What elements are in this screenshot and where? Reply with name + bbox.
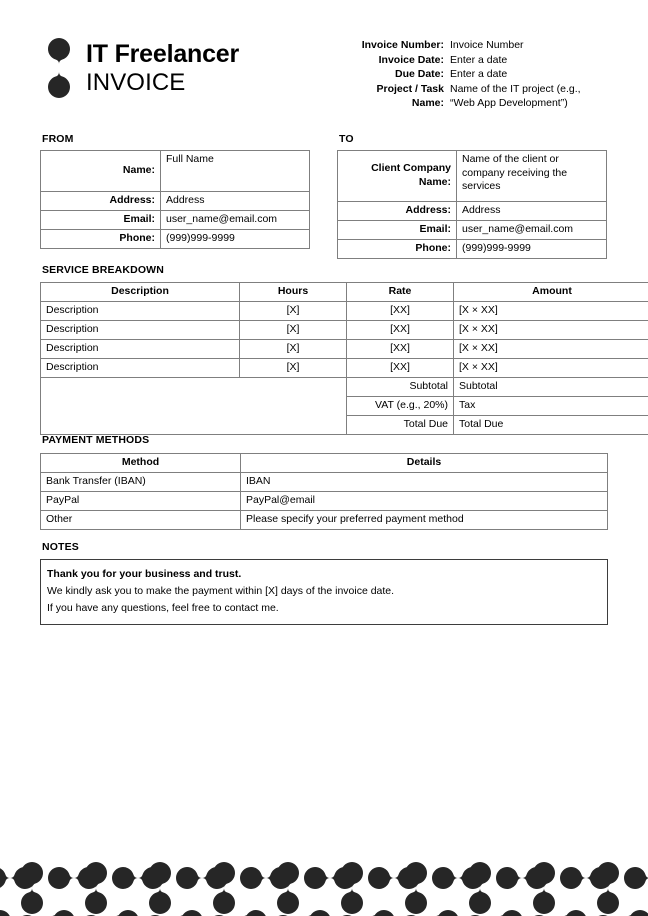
from-table-wrapper: [40, 150, 310, 249]
table-row: [338, 151, 607, 202]
table-header-row: [41, 283, 648, 302]
summary-value-vat[interactable]: Tax: [454, 397, 648, 416]
dumbbell-pattern-icon: [0, 814, 648, 916]
table-row: [41, 492, 608, 511]
table-row: [41, 151, 310, 192]
table-row: [41, 340, 648, 359]
brand-title: IT Freelancer: [86, 39, 240, 68]
column-header-method: Method: [41, 454, 241, 473]
meta-value-project-task-line1[interactable]: Name of the IT project (e.g.,: [450, 82, 581, 95]
from-section-title: FROM: [42, 133, 74, 145]
service-row-4-hours[interactable]: [X]: [240, 359, 347, 378]
table-row: [41, 359, 648, 378]
summary-label-vat: VAT (e.g., 20%): [347, 397, 454, 416]
from-value-address[interactable]: Address: [161, 192, 310, 211]
footer-decorative-pattern: [0, 814, 648, 916]
service-row-1-rate[interactable]: [XX]: [347, 302, 454, 321]
service-row-2-amount[interactable]: [X × XX]: [454, 321, 648, 340]
meta-label-due-date: Due Date:: [394, 68, 444, 81]
service-row-2-rate[interactable]: [XX]: [347, 321, 454, 340]
table-row: [41, 321, 648, 340]
summary-label-total-due: Total Due: [347, 416, 454, 435]
payment-details-bank-transfer[interactable]: IBAN: [241, 473, 608, 492]
invoice-meta-fields: [348, 38, 610, 111]
service-row-1-hours[interactable]: [X]: [240, 302, 347, 321]
payment-details-other[interactable]: Please specify your preferred payment method: [241, 511, 608, 530]
summary-empty-cell: [41, 378, 347, 435]
brand-block: [46, 36, 239, 100]
table-row: [41, 230, 310, 249]
payment-methods-table: [40, 453, 608, 530]
payment-methods-table-wrapper: [40, 453, 608, 530]
column-header-amount: Amount: [454, 283, 648, 302]
meta-value-invoice-date[interactable]: Enter a date: [450, 53, 508, 66]
summary-value-total-due[interactable]: Total Due: [454, 416, 648, 435]
from-value-email[interactable]: user_name@email.com: [161, 211, 310, 230]
column-header-description: Description: [41, 283, 240, 302]
meta-label-invoice-date: Invoice Date:: [378, 53, 444, 66]
from-label-email: Email:: [41, 211, 161, 230]
to-value-client-company-name[interactable]: Name of the client or company receiving the services: [457, 151, 607, 202]
column-header-rate: Rate: [347, 283, 454, 302]
column-header-details: Details: [241, 454, 608, 473]
meta-label-project-task-line2: Name:: [411, 97, 444, 110]
meta-value-project-task-line2[interactable]: “Web App Development”): [450, 97, 568, 110]
payment-methods-title: PAYMENT METHODS: [42, 434, 150, 446]
summary-row-subtotal: [41, 378, 648, 397]
table-row: [41, 211, 310, 230]
service-row-1-description[interactable]: Description: [41, 302, 240, 321]
service-row-3-description[interactable]: Description: [41, 340, 240, 359]
service-breakdown-table: [40, 282, 648, 435]
notes-line-payment-terms: We kindly ask you to make the payment within [X] days of the invoice date.: [47, 585, 395, 597]
to-value-email[interactable]: user_name@email.com: [457, 221, 607, 240]
to-label-phone: Phone:: [338, 240, 457, 259]
table-row: [41, 511, 608, 530]
payment-method-paypal: PayPal: [41, 492, 241, 511]
to-label-email: Email:: [338, 221, 457, 240]
from-value-phone[interactable]: (999)999-9999: [161, 230, 310, 249]
service-row-3-hours[interactable]: [X]: [240, 340, 347, 359]
from-label-name: Name:: [41, 151, 161, 192]
service-breakdown-table-wrapper: [40, 282, 608, 435]
meta-value-invoice-number[interactable]: Invoice Number: [450, 39, 524, 51]
to-table-wrapper: [337, 150, 607, 259]
to-value-address[interactable]: Address: [457, 202, 607, 221]
meta-value-due-date[interactable]: Enter a date: [450, 68, 508, 81]
to-table: [337, 150, 607, 259]
service-row-3-amount[interactable]: [X × XX]: [454, 340, 648, 359]
service-row-4-amount[interactable]: [X × XX]: [454, 359, 648, 378]
meta-label-project-task-line1: Project / Task: [376, 82, 444, 95]
service-row-4-rate[interactable]: [XX]: [347, 359, 454, 378]
table-row: [338, 221, 607, 240]
column-header-hours: Hours: [240, 283, 347, 302]
table-row: [338, 202, 607, 221]
invoice-header: [0, 0, 648, 120]
brand-subtitle: INVOICE: [86, 68, 186, 96]
table-row: [338, 240, 607, 259]
meta-label-invoice-number: Invoice Number:: [361, 39, 444, 51]
to-section-title: TO: [339, 133, 354, 145]
summary-value-subtotal[interactable]: Subtotal: [454, 378, 648, 397]
to-label-client-company-name: Client Company Name:: [338, 151, 457, 202]
payment-method-bank-transfer: Bank Transfer (IBAN): [41, 473, 241, 492]
service-row-2-hours[interactable]: [X]: [240, 321, 347, 340]
from-label-address: Address:: [41, 192, 161, 211]
service-row-1-amount[interactable]: [X × XX]: [454, 302, 648, 321]
notes-line-contact: If you have any questions, feel free to contact me.: [47, 602, 279, 614]
service-breakdown-title: SERVICE BREAKDOWN: [42, 264, 164, 276]
from-label-phone: Phone:: [41, 230, 161, 249]
table-header-row: [41, 454, 608, 473]
table-row: [41, 473, 608, 492]
service-row-3-rate[interactable]: [XX]: [347, 340, 454, 359]
payment-details-paypal[interactable]: PayPal@email: [241, 492, 608, 511]
table-row: [41, 302, 648, 321]
service-row-4-description[interactable]: Description: [41, 359, 240, 378]
notes-title: NOTES: [42, 541, 79, 553]
from-value-name[interactable]: Full Name: [161, 151, 310, 192]
from-table: [40, 150, 310, 249]
service-row-2-description[interactable]: Description: [41, 321, 240, 340]
payment-method-other: Other: [41, 511, 241, 530]
table-row: [41, 192, 310, 211]
to-label-address: Address:: [338, 202, 457, 221]
brand-text: [86, 39, 240, 96]
dumbbell-logo-icon: [46, 36, 72, 100]
to-value-phone[interactable]: (999)999-9999: [457, 240, 607, 259]
notes-box: [40, 559, 608, 625]
notes-line-thank-you: Thank you for your business and trust.: [47, 568, 242, 580]
summary-label-subtotal: Subtotal: [347, 378, 454, 397]
